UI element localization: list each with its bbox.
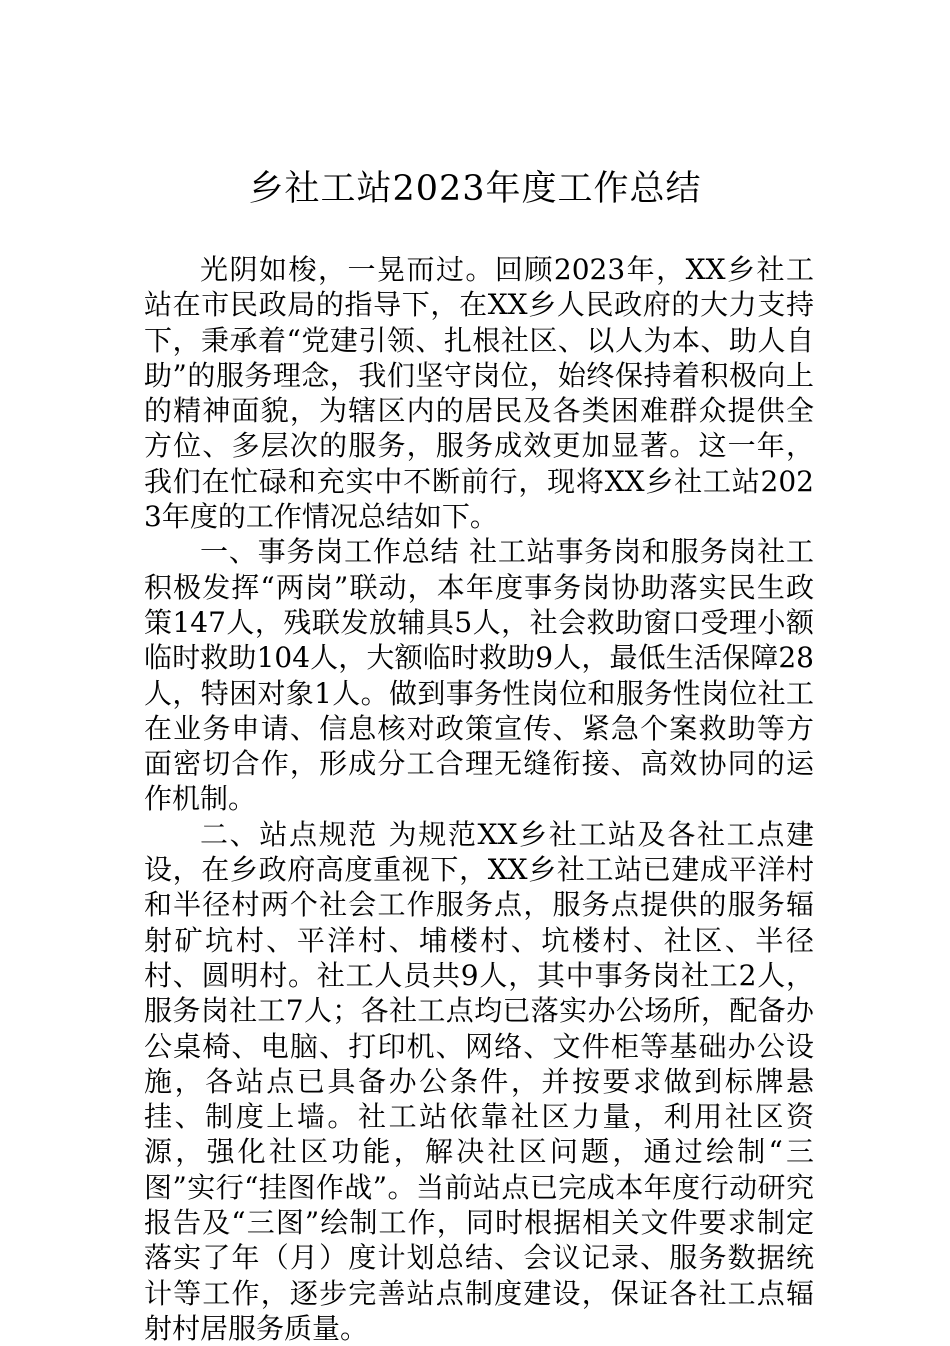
paragraph-intro: 光阴如梭，一晃而过。回顾2023年，XX乡社工站在市民政局的指导下，在XX乡人民政府的大力支持下，秉承着“党建引领、扎根社区、以人为本、助人自助”的服务理念，我们坚守岗位，始终保持着积极向上的精神面貌，为辖区内的居民及各类困难群众提供全方位、多层次的服务，服务成效更加显著。这一年，我们在忙碌和充实中不断前行，现将XX乡社工站2023年度的工作情况总结如下。 bbox=[144, 253, 814, 534]
document-title: 乡社工站2023年度工作总结 bbox=[248, 169, 702, 209]
paragraph-section-1: 一、事务岗工作总结 社工站事务岗和服务岗社工积极发挥“两岗”联动，本年度事务岗协助落实民生政策147人，残联发放辅具5人，社会救助窗口受理小额临时救助104人，大额临时救助9人，最低生活保障28人，特困对象1人。做到事务性岗位和服务性岗位社工在业务申请、信息核对政策宣传、紧急个案救助等方面密切合作，形成分工合理无缝衔接、高效协同的运作机制。 bbox=[144, 535, 814, 816]
paragraph-section-2: 二、站点规范 为规范XX乡社工站及各社工点建设，在乡政府高度重视下，XX乡社工站已建成平洋村和半径村两个社会工作服务点，服务点提供的服务辐射矿坑村、平洋村、埔楼村、坑楼村、社区、半径村、圆明村。社工人员共9人，其中事务岗社工2人，服务岗社工7人；各社工点均已落实办公场所，配备办公桌椅、电脑、打印机、网络、文件柜等基础办公设施，各站点已具备办公条件，并按要求做到标牌悬挂、制度上墙。社工站依靠社区力量，利用社区资源，强化社区功能，解决社区问题，通过绘制“三图”实行“挂图作战”。当前站点已完成本年度行动研究报告及“三图”绘制工作，同时根据相关文件要求制定落实了年（月）度计划总结、会议记录、服务数据统计等工作，逐步完善站点制度建设，保证各社工点辐射村居服务质量。 bbox=[144, 817, 814, 1345]
document-body bbox=[144, 252, 814, 1346]
